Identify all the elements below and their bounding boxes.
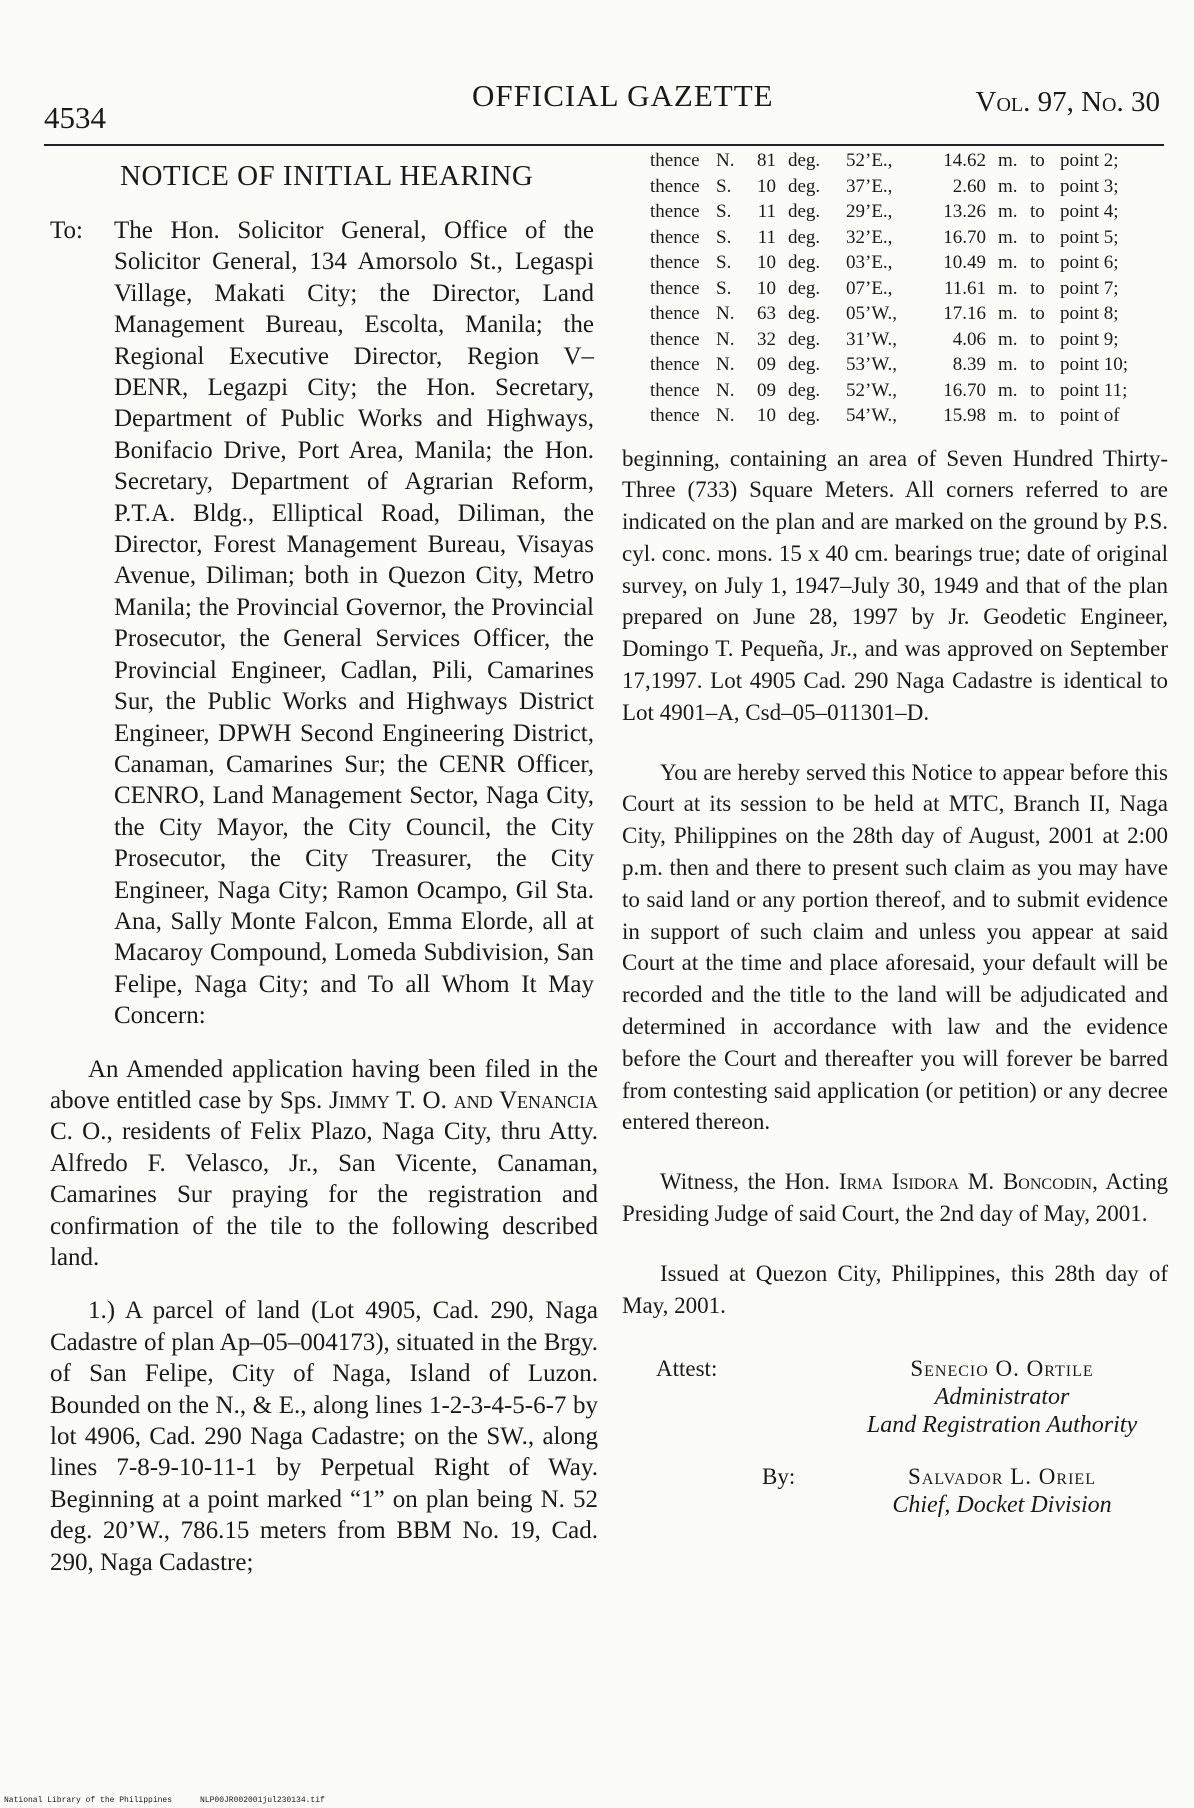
- bearing-cell-w: thence: [650, 405, 700, 426]
- bearing-cell-to: to: [1030, 252, 1045, 273]
- bearing-row: [650, 378, 1168, 404]
- by-signatory: [842, 1463, 1162, 1519]
- bearing-cell-to: to: [1030, 328, 1045, 350]
- bearing-cell-to: to: [1030, 201, 1045, 222]
- bearing-cell-to: to: [1030, 150, 1045, 171]
- bearing-row: [650, 327, 1168, 353]
- bearing-cell-w: thence: [650, 252, 700, 273]
- bearing-cell-u: deg.: [788, 303, 821, 324]
- bearing-cell-m: 52’E.,: [846, 150, 893, 171]
- attest-title-2: Land Registration Authority: [866, 1412, 1138, 1439]
- bearing-cell-u: deg.: [788, 150, 821, 171]
- bearing-cell-to: to: [1030, 175, 1045, 197]
- bearing-cell-dist: 4.06: [952, 328, 986, 350]
- bearing-cell-d: S.: [716, 226, 732, 248]
- bearing-cell-a: 11: [757, 226, 776, 248]
- bearing-row: [650, 174, 1168, 200]
- addressees-block: [50, 215, 598, 1032]
- applicants-names: Jimmy T. O. and Venancia C. O.: [50, 1086, 599, 1146]
- left-column: [50, 158, 598, 1578]
- bearing-cell-pt: point 8;: [1060, 303, 1119, 324]
- bearing-cell-pt: point 10;: [1060, 354, 1129, 375]
- bearing-cell-m: 03’E.,: [846, 252, 893, 273]
- volume-number: Vol. 97, No. 30: [975, 86, 1160, 118]
- bearing-row: [650, 148, 1168, 174]
- bearing-cell-u: deg.: [788, 201, 821, 222]
- bearing-cell-u: deg.: [788, 277, 821, 299]
- bearing-row: [650, 199, 1168, 225]
- bearing-cell-to: to: [1030, 354, 1045, 375]
- bearing-cell-a: 10: [757, 175, 776, 197]
- attest-signature: [622, 1355, 1168, 1455]
- bearing-cell-w: thence: [650, 226, 700, 248]
- bearing-cell-m: 31’W.,: [846, 328, 898, 350]
- bearing-cell-u: deg.: [788, 328, 821, 350]
- bearing-cell-d: S.: [716, 201, 732, 222]
- bearing-cell-dist: 16.70: [943, 379, 986, 401]
- parcel-description: 1.) A parcel of land (Lot 4905, Cad. 290, Naga Cadastre of plan Ap–05–004173), situated in the Brgy. of San Felipe, City of Naga, Island of Luzon. Bounded on the N., & E., along lines 1-2-3-4-5-6-7 by lot 4906, Cad. 290 Naga Cadastre; on the SW., along lines 7-8-9-10-11-1 by Perpetual Right of Way. Beginning at a point marked “1” on plan being N. 52 deg. 20’W., 786.15 meters from BBM No. 19, Cad. 290, Naga Cadastre;: [50, 1297, 598, 1576]
- bearing-cell-unit: m.: [998, 405, 1018, 426]
- bearing-cell-u: deg.: [788, 379, 821, 401]
- addressees-text: The Hon. Solicitor General, Office of the Solicitor General, 134 Amorsolo St., Legaspi Village, Makati City; the Director, Land Management Bureau, Escolta, Manila; the Regional Executive Director, Region V–DENR, Legazpi City; the Hon. Secretary, Department of Public Works and Highways, Bonifacio Drive, Port Area, Manila; the Hon. Secretary, Department of Agrarian Reform, P.T.A. Bldg., Elliptical Road, Diliman, the Director, Forest Management Bureau, Visayas Avenue, Diliman; both in Quezon City, Metro Manila; the Provincial Governor, the Provincial Prosecutor, the General Services Officer, the Provincial Engineer, Cadlan, Pili, Camarines Sur, the Public Works and Highways District Engineer, DPWH Second Engineering District, Canaman, Camarines Sur; the CENR Officer, CENRO, Land Management Sector, Naga City, the City Mayor, the City Council, the City Prosecutor, the City Treasurer, the City Engineer, Naga City; Ramon Ocampo, Gil Sta. Ana, Sally Monte Falcon, Emma Elorde, all at Macaroy Compound, Lomeda Subdivision, San Felipe, Naga City; and To all Whom It May Concern:: [114, 217, 594, 1030]
- bearing-cell-a: 10: [757, 277, 776, 299]
- bearing-cell-unit: m.: [998, 201, 1018, 222]
- bearing-cell-u: deg.: [788, 175, 821, 197]
- bearing-cell-unit: m.: [998, 303, 1018, 324]
- bearing-cell-w: thence: [650, 277, 700, 299]
- by-name: Salvador L. Oriel: [908, 1464, 1096, 1490]
- bearing-row: [650, 250, 1168, 276]
- bearing-row: [650, 403, 1168, 429]
- bearing-cell-dist: 11.61: [943, 277, 986, 299]
- attest-name: Senecio O. Ortile: [910, 1356, 1094, 1382]
- bearing-cell-d: N.: [716, 405, 735, 426]
- bearing-cell-to: to: [1030, 303, 1045, 324]
- bearing-cell-u: deg.: [788, 252, 821, 273]
- bearing-cell-pt: point 4;: [1060, 201, 1119, 222]
- bearings-table: [650, 148, 1168, 429]
- bearing-cell-pt: point 11;: [1060, 379, 1128, 401]
- bearing-cell-w: thence: [650, 354, 700, 375]
- footer-library: National Library of the Philippines: [4, 1796, 173, 1805]
- bearing-cell-d: S.: [716, 277, 732, 299]
- bearing-cell-dist: 14.62: [943, 150, 986, 171]
- bearing-cell-w: thence: [650, 303, 700, 324]
- bearing-cell-pt: point of: [1060, 405, 1120, 426]
- bearing-cell-w: thence: [650, 175, 700, 197]
- bearing-cell-a: 10: [757, 252, 776, 273]
- page-number: 4534: [44, 100, 106, 135]
- notice-title: NOTICE OF INITIAL HEARING: [120, 160, 534, 192]
- bearing-cell-pt: point 5;: [1060, 226, 1119, 248]
- to-label: To:: [50, 217, 83, 244]
- header-rule: [44, 144, 1164, 146]
- bearing-cell-pt: point 3;: [1060, 175, 1119, 197]
- bearing-cell-m: 07’E.,: [846, 277, 893, 299]
- bearing-cell-unit: m.: [998, 252, 1018, 273]
- bearing-cell-to: to: [1030, 379, 1045, 401]
- bearing-cell-unit: m.: [998, 226, 1018, 248]
- witness-rest: , Acting Presiding Judge of said Court, the 2nd day of May, 2001.: [622, 1169, 1168, 1227]
- bearing-cell-a: 10: [757, 405, 776, 426]
- bearing-cell-to: to: [1030, 405, 1045, 426]
- bearing-cell-d: N.: [716, 150, 735, 171]
- attest-label: Attest:: [656, 1356, 718, 1382]
- bearing-cell-m: 54’W.,: [846, 405, 898, 426]
- bearing-cell-d: N.: [716, 379, 735, 401]
- bearing-cell-dist: 2.60: [952, 175, 986, 197]
- bearing-cell-unit: m.: [998, 354, 1018, 375]
- bearing-cell-m: 05’W.,: [846, 303, 898, 324]
- attest-signatory: [842, 1355, 1162, 1439]
- bearing-cell-u: deg.: [788, 405, 821, 426]
- bearing-cell-w: thence: [650, 201, 700, 222]
- bearing-cell-w: thence: [650, 150, 700, 171]
- right-column: [622, 148, 1168, 1533]
- bearing-row: [650, 225, 1168, 251]
- bearing-cell-dist: 13.26: [943, 201, 986, 222]
- bearing-cell-to: to: [1030, 277, 1045, 299]
- application-rest: , residents of Felix Plazo, Naga City, thru Atty. Alfredo F. Velasco, Jr., San Vicente, Canaman, Camarines Sur praying for the registration and confirmation of the tile to the following described land.: [50, 1118, 598, 1271]
- bearing-cell-m: 29’E.,: [846, 201, 893, 222]
- bearing-cell-m: 53’W.,: [846, 354, 898, 375]
- witness-intro: Witness, the Hon.: [660, 1169, 839, 1195]
- application-intro: An Amended application having been filed in the above entitled case by Sps.: [50, 1055, 598, 1114]
- bearing-cell-d: S.: [716, 175, 732, 197]
- bearing-cell-d: N.: [716, 328, 735, 350]
- bearing-cell-a: 09: [757, 379, 776, 401]
- footer-filename: NLP00JR002001jul230134.tif: [200, 1796, 325, 1805]
- bearing-cell-dist: 10.49: [943, 252, 986, 273]
- bearing-cell-d: S.: [716, 252, 732, 273]
- bearing-cell-pt: point 2;: [1060, 150, 1119, 171]
- bearing-cell-to: to: [1030, 226, 1045, 248]
- bearing-cell-w: thence: [650, 328, 700, 350]
- bearing-cell-pt: point 7;: [1060, 277, 1119, 299]
- area-description: beginning, containing an area of Seven Hundred Thirty-Three (733) Square Meters. All corners referred to are indicated on the plan and are marked on the ground by P.S. cyl. conc. mons. 15 x 40 cm. bearings true; date of original survey, on July 1, 1947–July 30, 1949 and that of the plan prepared on June 28, 1997 by Jr. Geodetic Engineer, Domingo T. Pequeña, Jr., and was approved on September 17,1997. Lot 4905 Cad. 290 Naga Cadastre is identical to Lot 4901–A, Csd–05–011301–D.: [622, 445, 1168, 725]
- by-label: By:: [762, 1464, 796, 1490]
- bearing-cell-m: 32’E.,: [846, 226, 893, 248]
- bearing-cell-d: N.: [716, 303, 735, 324]
- bearing-row: [650, 301, 1168, 327]
- bearing-cell-a: 11: [757, 201, 776, 222]
- bearing-cell-dist: 16.70: [943, 226, 986, 248]
- witness-paragraph: [622, 1166, 1168, 1230]
- bearing-cell-a: 81: [757, 150, 776, 171]
- served-notice-paragraph: You are hereby served this Notice to appear before this Court at its session to be held at MTC, Branch II, Naga City, Philippines on the 28th day of August, 2001 at 2:00 p.m. then and there to present such claim as you may have to said land or any portion thereof, and to submit evidence in support of such claim and unless you appear at said Court at the time and place aforesaid, your default will be recorded and the title to the land will be adjudicated and determined in accordance with law and the evidence before the Court and thereafter you will forever be barred from contesting said application (or petition) or any decree entered thereon.: [622, 759, 1168, 1135]
- bearing-cell-pt: point 6;: [1060, 252, 1119, 273]
- bearing-cell-a: 09: [757, 354, 776, 375]
- bearing-cell-dist: 15.98: [943, 405, 986, 426]
- bearing-cell-unit: m.: [998, 175, 1018, 197]
- bearing-cell-w: thence: [650, 379, 700, 401]
- bearing-cell-unit: m.: [998, 328, 1018, 350]
- witness-name: Irma Isidora M. Boncodin: [838, 1169, 1093, 1195]
- bearing-cell-unit: m.: [998, 379, 1018, 401]
- bearing-cell-pt: point 9;: [1060, 328, 1119, 350]
- bearing-cell-a: 63: [757, 303, 776, 324]
- bearing-cell-m: 37’E.,: [846, 175, 893, 197]
- bearing-row: [650, 276, 1168, 302]
- issued-paragraph: Issued at Quezon City, Philippines, this 28th day of May, 2001.: [622, 1260, 1168, 1318]
- bearing-cell-dist: 8.39: [952, 354, 986, 375]
- bearing-cell-unit: m.: [998, 277, 1018, 299]
- attest-title-1: Administrator: [934, 1384, 1070, 1411]
- bearing-cell-d: N.: [716, 354, 735, 375]
- bearing-cell-unit: m.: [998, 150, 1018, 171]
- bearing-cell-u: deg.: [788, 354, 821, 375]
- publication-title: OFFICIAL GAZETTE: [472, 78, 774, 113]
- bearing-cell-m: 52’W.,: [846, 379, 898, 401]
- application-paragraph: [50, 1054, 598, 1274]
- bearing-cell-dist: 17.16: [943, 303, 986, 324]
- bearing-row: [650, 352, 1168, 378]
- bearing-cell-u: deg.: [788, 226, 821, 248]
- by-title: Chief, Docket Division: [892, 1492, 1112, 1519]
- bearing-cell-a: 32: [757, 328, 776, 350]
- by-signature: [622, 1463, 1168, 1533]
